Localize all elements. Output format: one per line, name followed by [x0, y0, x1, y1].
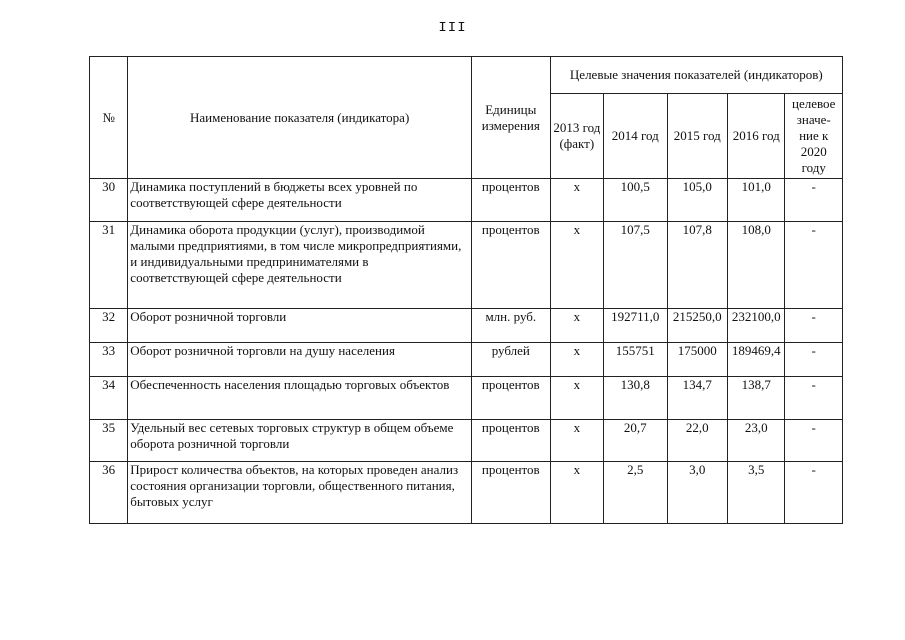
row-value-2016: 138,7 — [728, 377, 785, 420]
header-target-2020: целевое значе-ние к 2020 году — [785, 94, 843, 179]
row-target-2020: - — [785, 309, 843, 343]
row-value-2014: 155751 — [604, 343, 668, 377]
row-name: Динамика поступлений в бюджеты всех уровней по соответствующей сфере деятельности — [128, 179, 472, 222]
row-unit: процентов — [472, 179, 551, 222]
row-target-2020: - — [785, 179, 843, 222]
row-number: 35 — [90, 420, 128, 462]
row-number: 33 — [90, 343, 128, 377]
row-value-2014: 100,5 — [604, 179, 668, 222]
row-number: 32 — [90, 309, 128, 343]
row-target-2020: - — [785, 343, 843, 377]
table-row — [90, 462, 843, 524]
row-unit: процентов — [472, 222, 551, 309]
header-name: Наименование показателя (индикатора) — [128, 57, 472, 179]
row-value-2014: 2,5 — [604, 462, 668, 524]
indicators-table — [89, 56, 843, 524]
row-value-2016: 3,5 — [728, 462, 785, 524]
row-value-2014: 20,7 — [604, 420, 668, 462]
row-target-2020: - — [785, 420, 843, 462]
header-number: № — [90, 57, 128, 179]
table-row — [90, 309, 843, 343]
row-name: Прирост количества объектов, на которых проведен анализ состояния организации торговли, общественного питания, бытовых услуг — [128, 462, 472, 524]
header-year-2013: 2013 год (факт) — [550, 94, 603, 179]
row-target-2020: - — [785, 462, 843, 524]
row-value-2015: 215250,0 — [667, 309, 727, 343]
row-value-2016: 108,0 — [728, 222, 785, 309]
table-row — [90, 222, 843, 309]
row-value-2014: 107,5 — [604, 222, 668, 309]
table-row — [90, 420, 843, 462]
header-year-2016: 2016 год — [728, 94, 785, 179]
row-value-2015: 22,0 — [667, 420, 727, 462]
row-value-2016: 189469,4 — [728, 343, 785, 377]
table-row — [90, 179, 843, 222]
row-value-2014: 130,8 — [604, 377, 668, 420]
table-row — [90, 377, 843, 420]
row-unit: процентов — [472, 462, 551, 524]
page-number: III — [438, 20, 467, 36]
row-value-2015: 134,7 — [667, 377, 727, 420]
row-name: Оборот розничной торговли на душу населения — [128, 343, 472, 377]
row-number: 30 — [90, 179, 128, 222]
row-unit: процентов — [472, 420, 551, 462]
row-name: Обеспеченность населения площадью торговых объектов — [128, 377, 472, 420]
row-name: Удельный вес сетевых торговых структур в общем объеме оборота розничной торговли — [128, 420, 472, 462]
row-value-2013: х — [550, 179, 603, 222]
row-name: Динамика оборота продукции (услуг), производимой малыми предприятиями, в том числе микропредприятиями, и индивидуальными предпринимателями в соответствующей сфере деятельности — [128, 222, 472, 309]
row-number: 36 — [90, 462, 128, 524]
row-value-2015: 107,8 — [667, 222, 727, 309]
row-name: Оборот розничной торговли — [128, 309, 472, 343]
row-target-2020: - — [785, 377, 843, 420]
header-year-2014: 2014 год — [604, 94, 668, 179]
row-value-2015: 175000 — [667, 343, 727, 377]
row-unit: млн. руб. — [472, 309, 551, 343]
row-number: 34 — [90, 377, 128, 420]
row-value-2013: х — [550, 377, 603, 420]
row-value-2013: х — [550, 222, 603, 309]
row-value-2013: х — [550, 309, 603, 343]
row-value-2014: 192711,0 — [604, 309, 668, 343]
row-value-2013: х — [550, 420, 603, 462]
row-value-2016: 101,0 — [728, 179, 785, 222]
row-unit: рублей — [472, 343, 551, 377]
header-target-group: Целевые значения показателей (индикаторов) — [550, 57, 842, 94]
row-value-2016: 232100,0 — [728, 309, 785, 343]
row-value-2016: 23,0 — [728, 420, 785, 462]
row-value-2015: 105,0 — [667, 179, 727, 222]
row-number: 31 — [90, 222, 128, 309]
row-value-2013: х — [550, 343, 603, 377]
header-unit: Единицы измерения — [472, 57, 551, 179]
table-row — [90, 343, 843, 377]
row-value-2013: х — [550, 462, 603, 524]
header-year-2015: 2015 год — [667, 94, 727, 179]
row-target-2020: - — [785, 222, 843, 309]
row-unit: процентов — [472, 377, 551, 420]
row-value-2015: 3,0 — [667, 462, 727, 524]
